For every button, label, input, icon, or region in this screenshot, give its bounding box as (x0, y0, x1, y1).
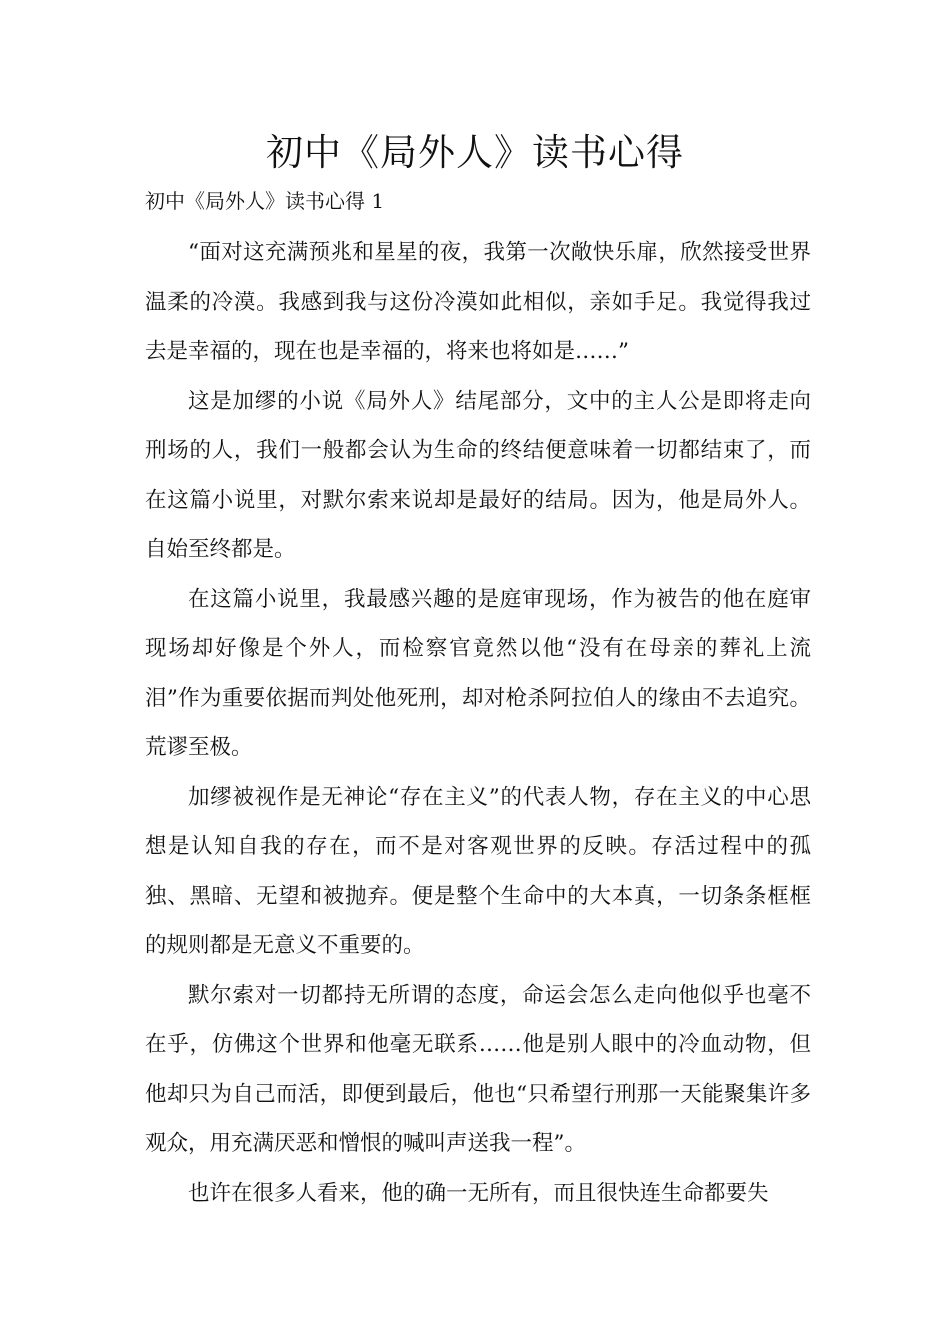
document-subtitle: 初中《局外人》读书心得 1 (145, 189, 385, 213)
paragraph: “面对这充满预兆和星星的夜，我第一次敞快乐扉，欣然接受世界温柔的冷漠。我感到我与这份冷漠如此相似，亲如手足。我觉得我过去是幸福的，现在也是幸福的，将来也将如是……” (145, 240, 811, 364)
paragraph: 在这篇小说里，我最感兴趣的是庭审现场，作为被告的他在庭审现场却好像是个外人，而检察官竟然以他“没有在母亲的葬礼上流泪”作为重要依据而判处他死刑，却对枪杀阿拉伯人的缘由不去追究。荒谬至极。 (145, 586, 811, 760)
document-title: 初中《局外人》读书心得 (266, 131, 684, 174)
document-body (145, 228, 811, 1218)
paragraph: 这是加缪的小说《局外人》结尾部分，文中的主人公是即将走向刑场的人，我们一般都会认为生命的终结便意味着一切都结束了，而在这篇小说里，对默尔索来说却是最好的结局。因为，他是局外人。自始至终都是。 (145, 388, 811, 562)
paragraph: 默尔索对一切都持无所谓的态度，命运会怎么走向他似乎也毫不在乎，仿佛这个世界和他毫无联系……他是别人眼中的冷血动物，但他却只为自己而活，即便到最后，他也“只希望行刑那一天能聚集许多观众，用充满厌恶和憎恨的喊叫声送我一程”。 (145, 982, 811, 1156)
paragraph: 加缪被视作是无神论“存在主义”的代表人物，存在主义的中心思想是认知自我的存在，而不是对客观世界的反映。存活过程中的孤独、黑暗、无望和被抛弃。便是整个生命中的大本真，一切条条框框的规则都是无意义不重要的。 (145, 784, 811, 958)
paragraph: 也许在很多人看来，他的确一无所有，而且很快连生命都要失 (188, 1180, 769, 1206)
